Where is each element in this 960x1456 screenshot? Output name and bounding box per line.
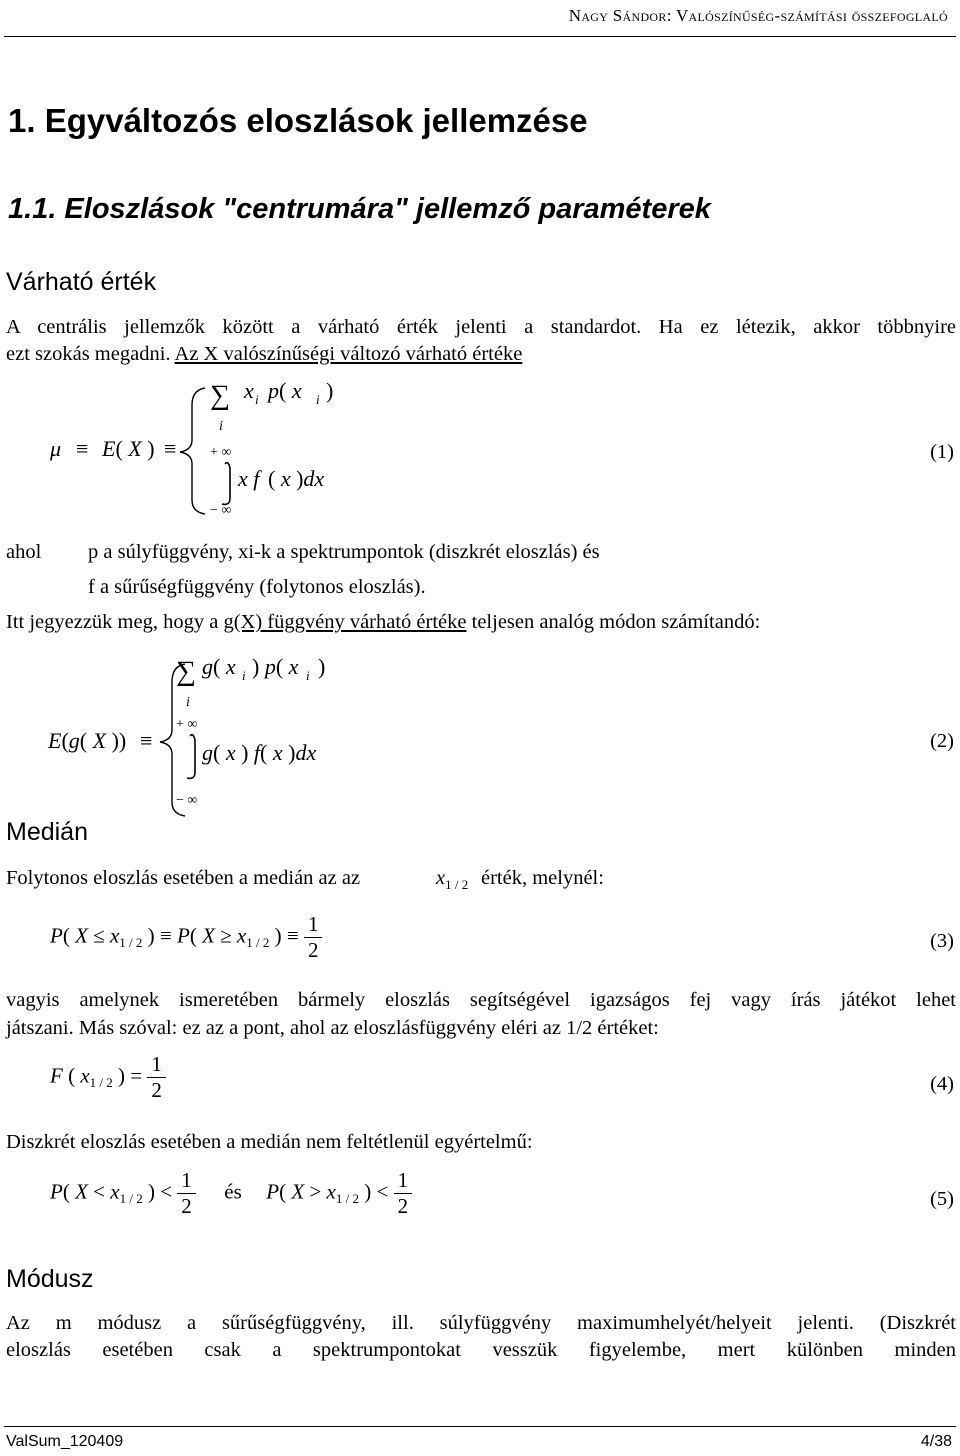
svg-text:p( x: p( x [268,378,302,403]
expected-para-line1: A centrális jellemzők között a várható érték jelenti a standardot. Ha ez létezik, akkor többnyire [6,316,956,338]
equation-1-number: (1) [930,441,954,463]
footer-left: ValSum_120409 [6,1433,124,1450]
ahol-line2: f a sűrűségfüggvény (folytonos eloszlás). [88,576,426,598]
equation-4-number: (4) [930,1073,954,1095]
svg-text:− ∞: − ∞ [176,793,198,808]
svg-text:x f: x f [238,466,260,491]
svg-text:+ ∞: + ∞ [176,717,198,732]
page-number: 4/38 [920,1433,952,1450]
svg-text:i: i [316,392,320,407]
svg-text:E( X ): E( X ) [102,436,155,461]
svg-text:≡: ≡ [76,436,89,461]
running-head: Nagy Sándor: Valószínűség-számítási összefoglaló [568,6,948,25]
svg-text:i: i [306,668,310,683]
svg-text:μ: μ [50,436,62,461]
equation-3-number: (3) [930,930,954,952]
itt-line [6,610,760,634]
svg-text:+ ∞: + ∞ [210,445,232,460]
svg-text:g( x ) f( x )dx: g( x ) f( x )dx [202,740,317,765]
es-word: és [224,1179,242,1204]
svg-text:∑: ∑ [176,656,196,687]
median-line4: Diszkrét eloszlás esetében a medián nem feltétlenül egyértelmű: [6,1131,533,1153]
svg-text:( x )dx: ( x )dx [268,466,325,491]
svg-text:− ∞: − ∞ [210,503,232,518]
equation-2 [30,636,390,820]
section-title: 1.1. Eloszlások "centrumára" jellemző paraméterek [8,193,711,225]
mode-line2: eloszlás esetében csak a spektrumpontokat vesszük figyelembe, mert különben minden [6,1339,956,1361]
median-x-half: $x_{1 / 2}$ [436,867,469,892]
equation-4: F ( $x_{1 / 2}$ ) = $\frac{1}{2}$ [50,1052,166,1103]
header-rule [4,36,956,37]
median-line3: játszani. Más szóval: ez az a pont, ahol az eloszlásfüggvény eléri az 1/2 értéket: [6,1017,659,1039]
ahol-label: ahol [6,541,42,563]
itt-line-c: teljesen analóg módon számítandó: [466,611,761,633]
svg-text:i: i [219,419,223,434]
svg-text:i: i [186,695,190,710]
equation-5-number: (5) [930,1188,954,1210]
svg-text:) p( x: ) p( x [252,654,299,679]
svg-text:≡: ≡ [140,728,153,753]
expected-definition-text: Az X valószínűségi változó várható értéke [174,343,523,365]
equation-3: P( $X \le x_{1 / 2}$ ) ≡ P( $X \ge x_{1 / 2}$ ) ≡ $\frac{1}{2}$ [50,912,322,963]
chapter-title: 1. Egyváltozós eloszlások jellemzése [8,102,588,139]
mode-line1: Az m módusz a sűrűségfüggvény, ill. súlyfüggvény maximumhelyét/helyeit jelenti. (Diszkrét [6,1312,956,1334]
median-line1-b: érték, melynél: [481,867,604,889]
itt-line-a: Itt jegyezzük meg, hogy a [6,611,224,633]
ahol-line1: p a súlyfüggvény, xi-k a spektrumpontok (diszkrét eloszlás) és [88,541,600,563]
median-heading: Medián [6,818,88,846]
itt-line-b: g(X) függvény várható értéke [223,611,467,633]
mode-heading: Módusz [6,1265,94,1293]
svg-text:g( x: g( x [202,654,236,679]
equation-1 [30,360,390,520]
expected-value-heading: Várható érték [6,268,157,296]
expected-para-line2a: ezt szokás megadni. [6,343,175,365]
svg-text:): ) [326,378,334,403]
svg-text:E(g( X )): E(g( X )) [48,728,127,753]
svg-text:x: x [244,378,254,403]
equation-5: P( $X < x_{1 / 2}$ ) < $\frac{1}{2}$ és P( $X > x_{1 / 2}$ ) < $\frac{1}{2}$ [50,1168,412,1219]
median-line2: vagyis amelynek ismeretében bármely eloszlás segítségével igazságos fej vagy írás játékot lehet [6,989,956,1011]
svg-text:≡: ≡ [164,436,177,461]
svg-text:∑: ∑ [210,380,230,411]
svg-text:i: i [255,392,259,407]
footer-rule [4,1426,956,1427]
equation-2-number: (2) [930,730,954,752]
svg-text:i: i [242,668,246,683]
svg-text:): ) [318,654,326,679]
median-line1-a: Folytonos eloszlás esetében a medián az az [6,867,361,889]
